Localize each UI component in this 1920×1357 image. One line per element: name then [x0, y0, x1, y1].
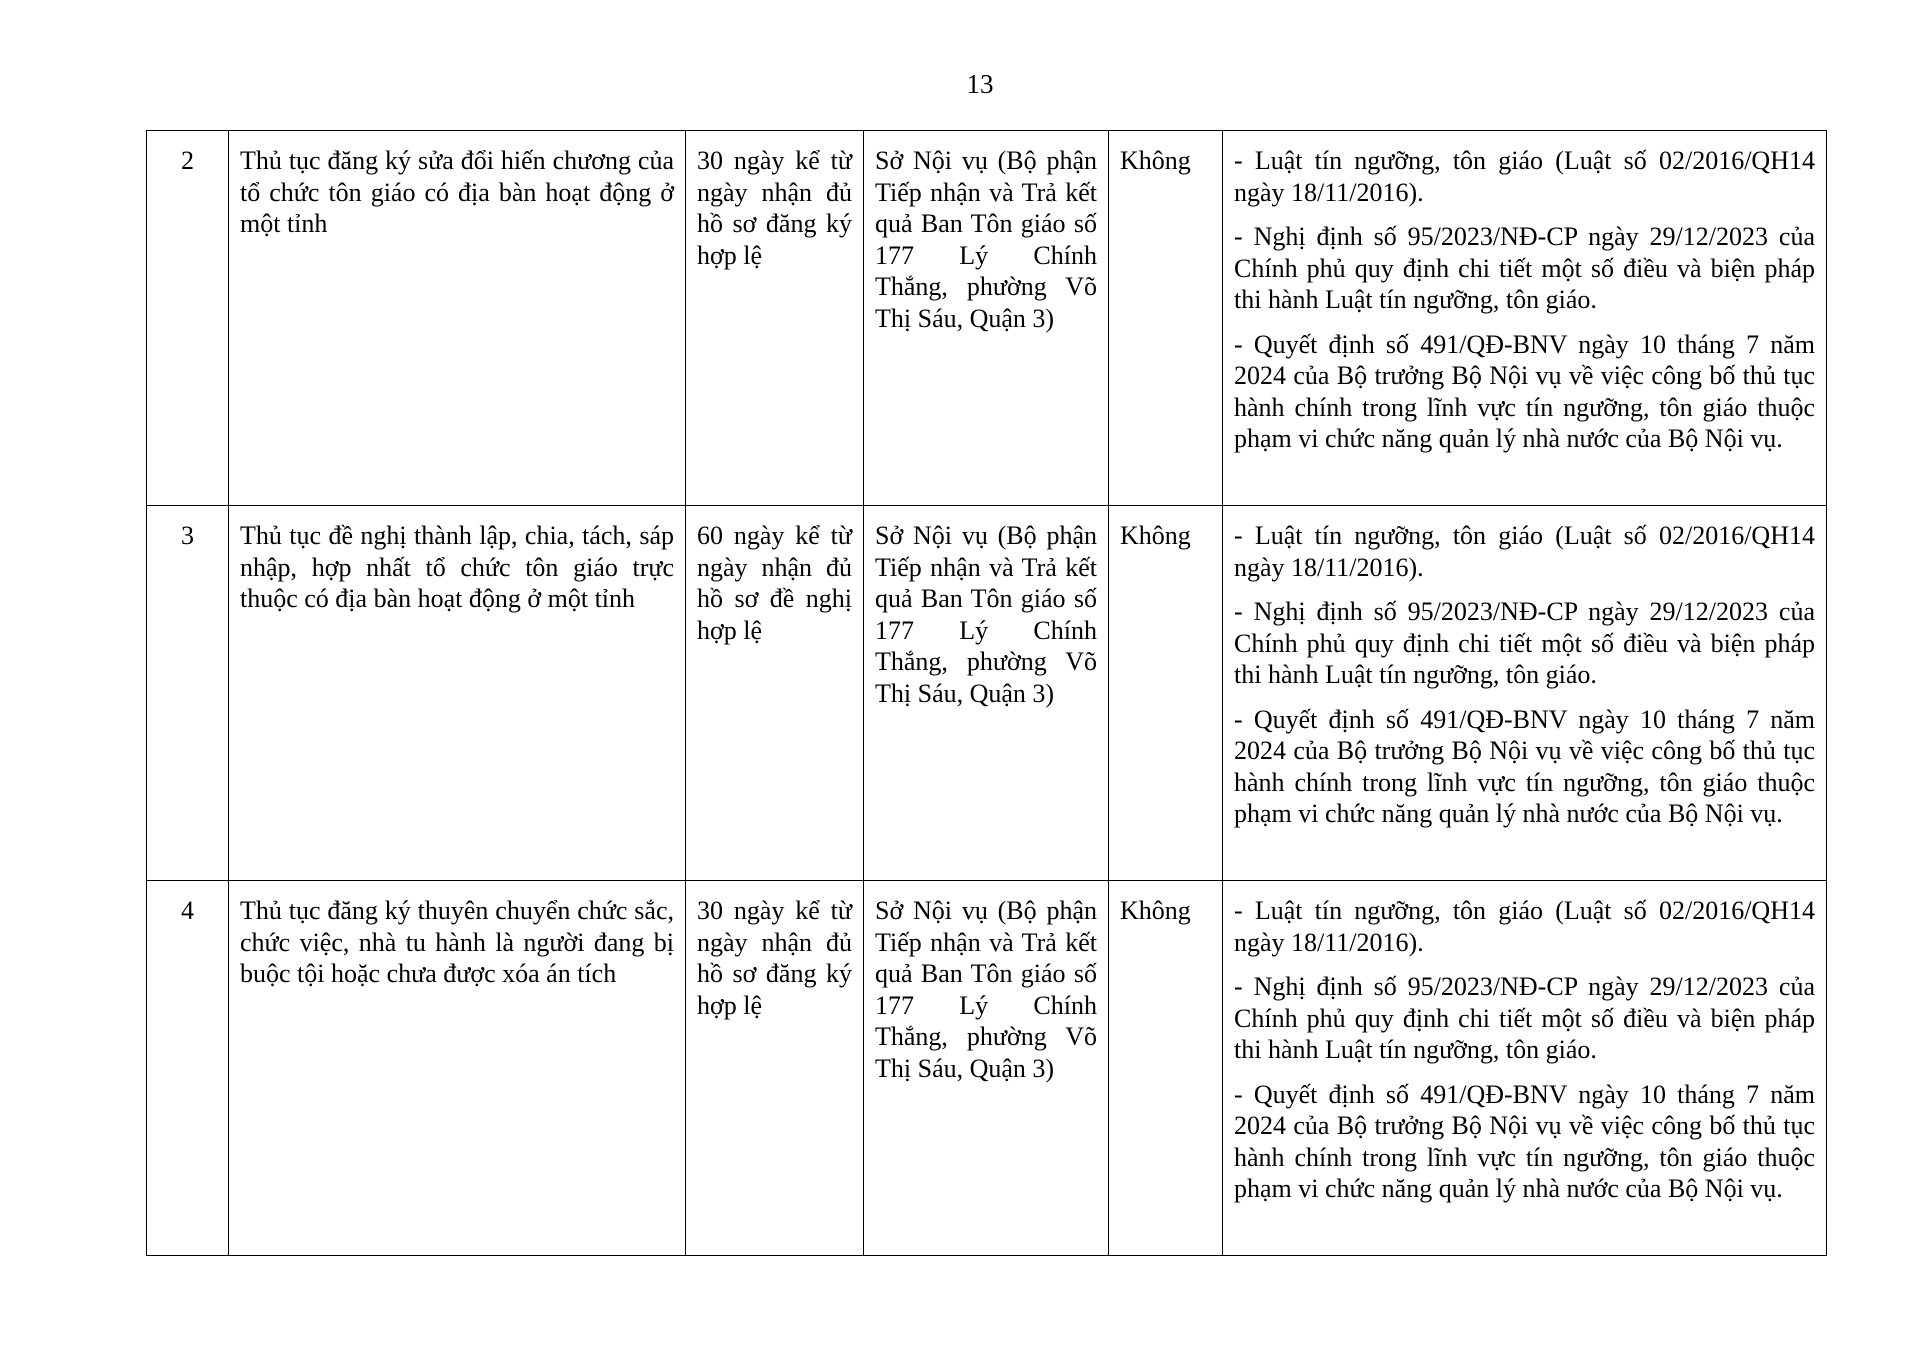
- row-number: 4: [147, 881, 229, 1256]
- submission-place: Sở Nội vụ (Bộ phận Tiếp nhận và Trả kết quả Ban Tôn giáo số 177 Lý Chính Thắng, phường Võ Thị Sáu, Quận 3): [864, 131, 1109, 506]
- fee: Không: [1109, 131, 1223, 506]
- procedures-table: [146, 130, 1827, 1256]
- procedure-name: Thủ tục đăng ký thuyên chuyển chức sắc, chức việc, nhà tu hành là người đang bị buộc tội hoặc chưa được xóa án tích: [229, 881, 686, 1256]
- row-number: 2: [147, 131, 229, 506]
- legal-basis-item: - Luật tín ngưỡng, tôn giáo (Luật số 02/2016/QH14 ngày 18/11/2016).: [1234, 896, 1815, 957]
- submission-place: Sở Nội vụ (Bộ phận Tiếp nhận và Trả kết quả Ban Tôn giáo số 177 Lý Chính Thắng, phường Võ Thị Sáu, Quận 3): [864, 881, 1109, 1256]
- processing-time: 30 ngày kể từ ngày nhận đủ hồ sơ đăng ký hợp lệ: [686, 881, 864, 1256]
- legal-basis: [1223, 506, 1827, 881]
- fee: Không: [1109, 881, 1223, 1256]
- legal-basis: [1223, 131, 1827, 506]
- processing-time: 30 ngày kể từ ngày nhận đủ hồ sơ đăng ký hợp lệ: [686, 131, 864, 506]
- legal-basis-item: - Nghị định số 95/2023/NĐ-CP ngày 29/12/2023 của Chính phủ quy định chi tiết một số điều và biện pháp thi hành Luật tín ngưỡng, tôn giáo.: [1234, 597, 1815, 689]
- table-row: [147, 881, 1827, 1256]
- procedure-name: Thủ tục đăng ký sửa đổi hiến chương của tổ chức tôn giáo có địa bàn hoạt động ở một tỉnh: [229, 131, 686, 506]
- procedure-name: Thủ tục đề nghị thành lập, chia, tách, sáp nhập, hợp nhất tổ chức tôn giáo trực thuộc có địa bàn hoạt động ở một tỉnh: [229, 506, 686, 881]
- legal-basis: [1223, 881, 1827, 1256]
- legal-basis-item: - Luật tín ngưỡng, tôn giáo (Luật số 02/2016/QH14 ngày 18/11/2016).: [1234, 521, 1815, 582]
- table-row: [147, 131, 1827, 506]
- legal-basis-item: - Quyết định số 491/QĐ-BNV ngày 10 tháng 7 năm 2024 của Bộ trưởng Bộ Nội vụ về việc công bố thủ tục hành chính trong lĩnh vực tín ngưỡng, tôn giáo thuộc phạm vi chức năng quản lý nhà nước của Bộ Nội vụ.: [1234, 329, 1815, 453]
- legal-basis-item: - Luật tín ngưỡng, tôn giáo (Luật số 02/2016/QH14 ngày 18/11/2016).: [1234, 146, 1815, 207]
- fee: Không: [1109, 506, 1223, 881]
- table-row: [147, 506, 1827, 881]
- legal-basis-item: - Nghị định số 95/2023/NĐ-CP ngày 29/12/2023 của Chính phủ quy định chi tiết một số điều và biện pháp thi hành Luật tín ngưỡng, tôn giáo.: [1234, 222, 1815, 314]
- submission-place: Sở Nội vụ (Bộ phận Tiếp nhận và Trả kết quả Ban Tôn giáo số 177 Lý Chính Thắng, phường Võ Thị Sáu, Quận 3): [864, 506, 1109, 881]
- legal-basis-item: - Quyết định số 491/QĐ-BNV ngày 10 tháng 7 năm 2024 của Bộ trưởng Bộ Nội vụ về việc công bố thủ tục hành chính trong lĩnh vực tín ngưỡng, tôn giáo thuộc phạm vi chức năng quản lý nhà nước của Bộ Nội vụ.: [1234, 704, 1815, 828]
- processing-time: 60 ngày kể từ ngày nhận đủ hồ sơ đề nghị hợp lệ: [686, 506, 864, 881]
- legal-basis-item: - Nghị định số 95/2023/NĐ-CP ngày 29/12/2023 của Chính phủ quy định chi tiết một số điều và biện pháp thi hành Luật tín ngưỡng, tôn giáo.: [1234, 972, 1815, 1064]
- legal-basis-item: - Quyết định số 491/QĐ-BNV ngày 10 tháng 7 năm 2024 của Bộ trưởng Bộ Nội vụ về việc công bố thủ tục hành chính trong lĩnh vực tín ngưỡng, tôn giáo thuộc phạm vi chức năng quản lý nhà nước của Bộ Nội vụ.: [1234, 1079, 1815, 1203]
- row-number: 3: [147, 506, 229, 881]
- page-number: 13: [966, 69, 994, 99]
